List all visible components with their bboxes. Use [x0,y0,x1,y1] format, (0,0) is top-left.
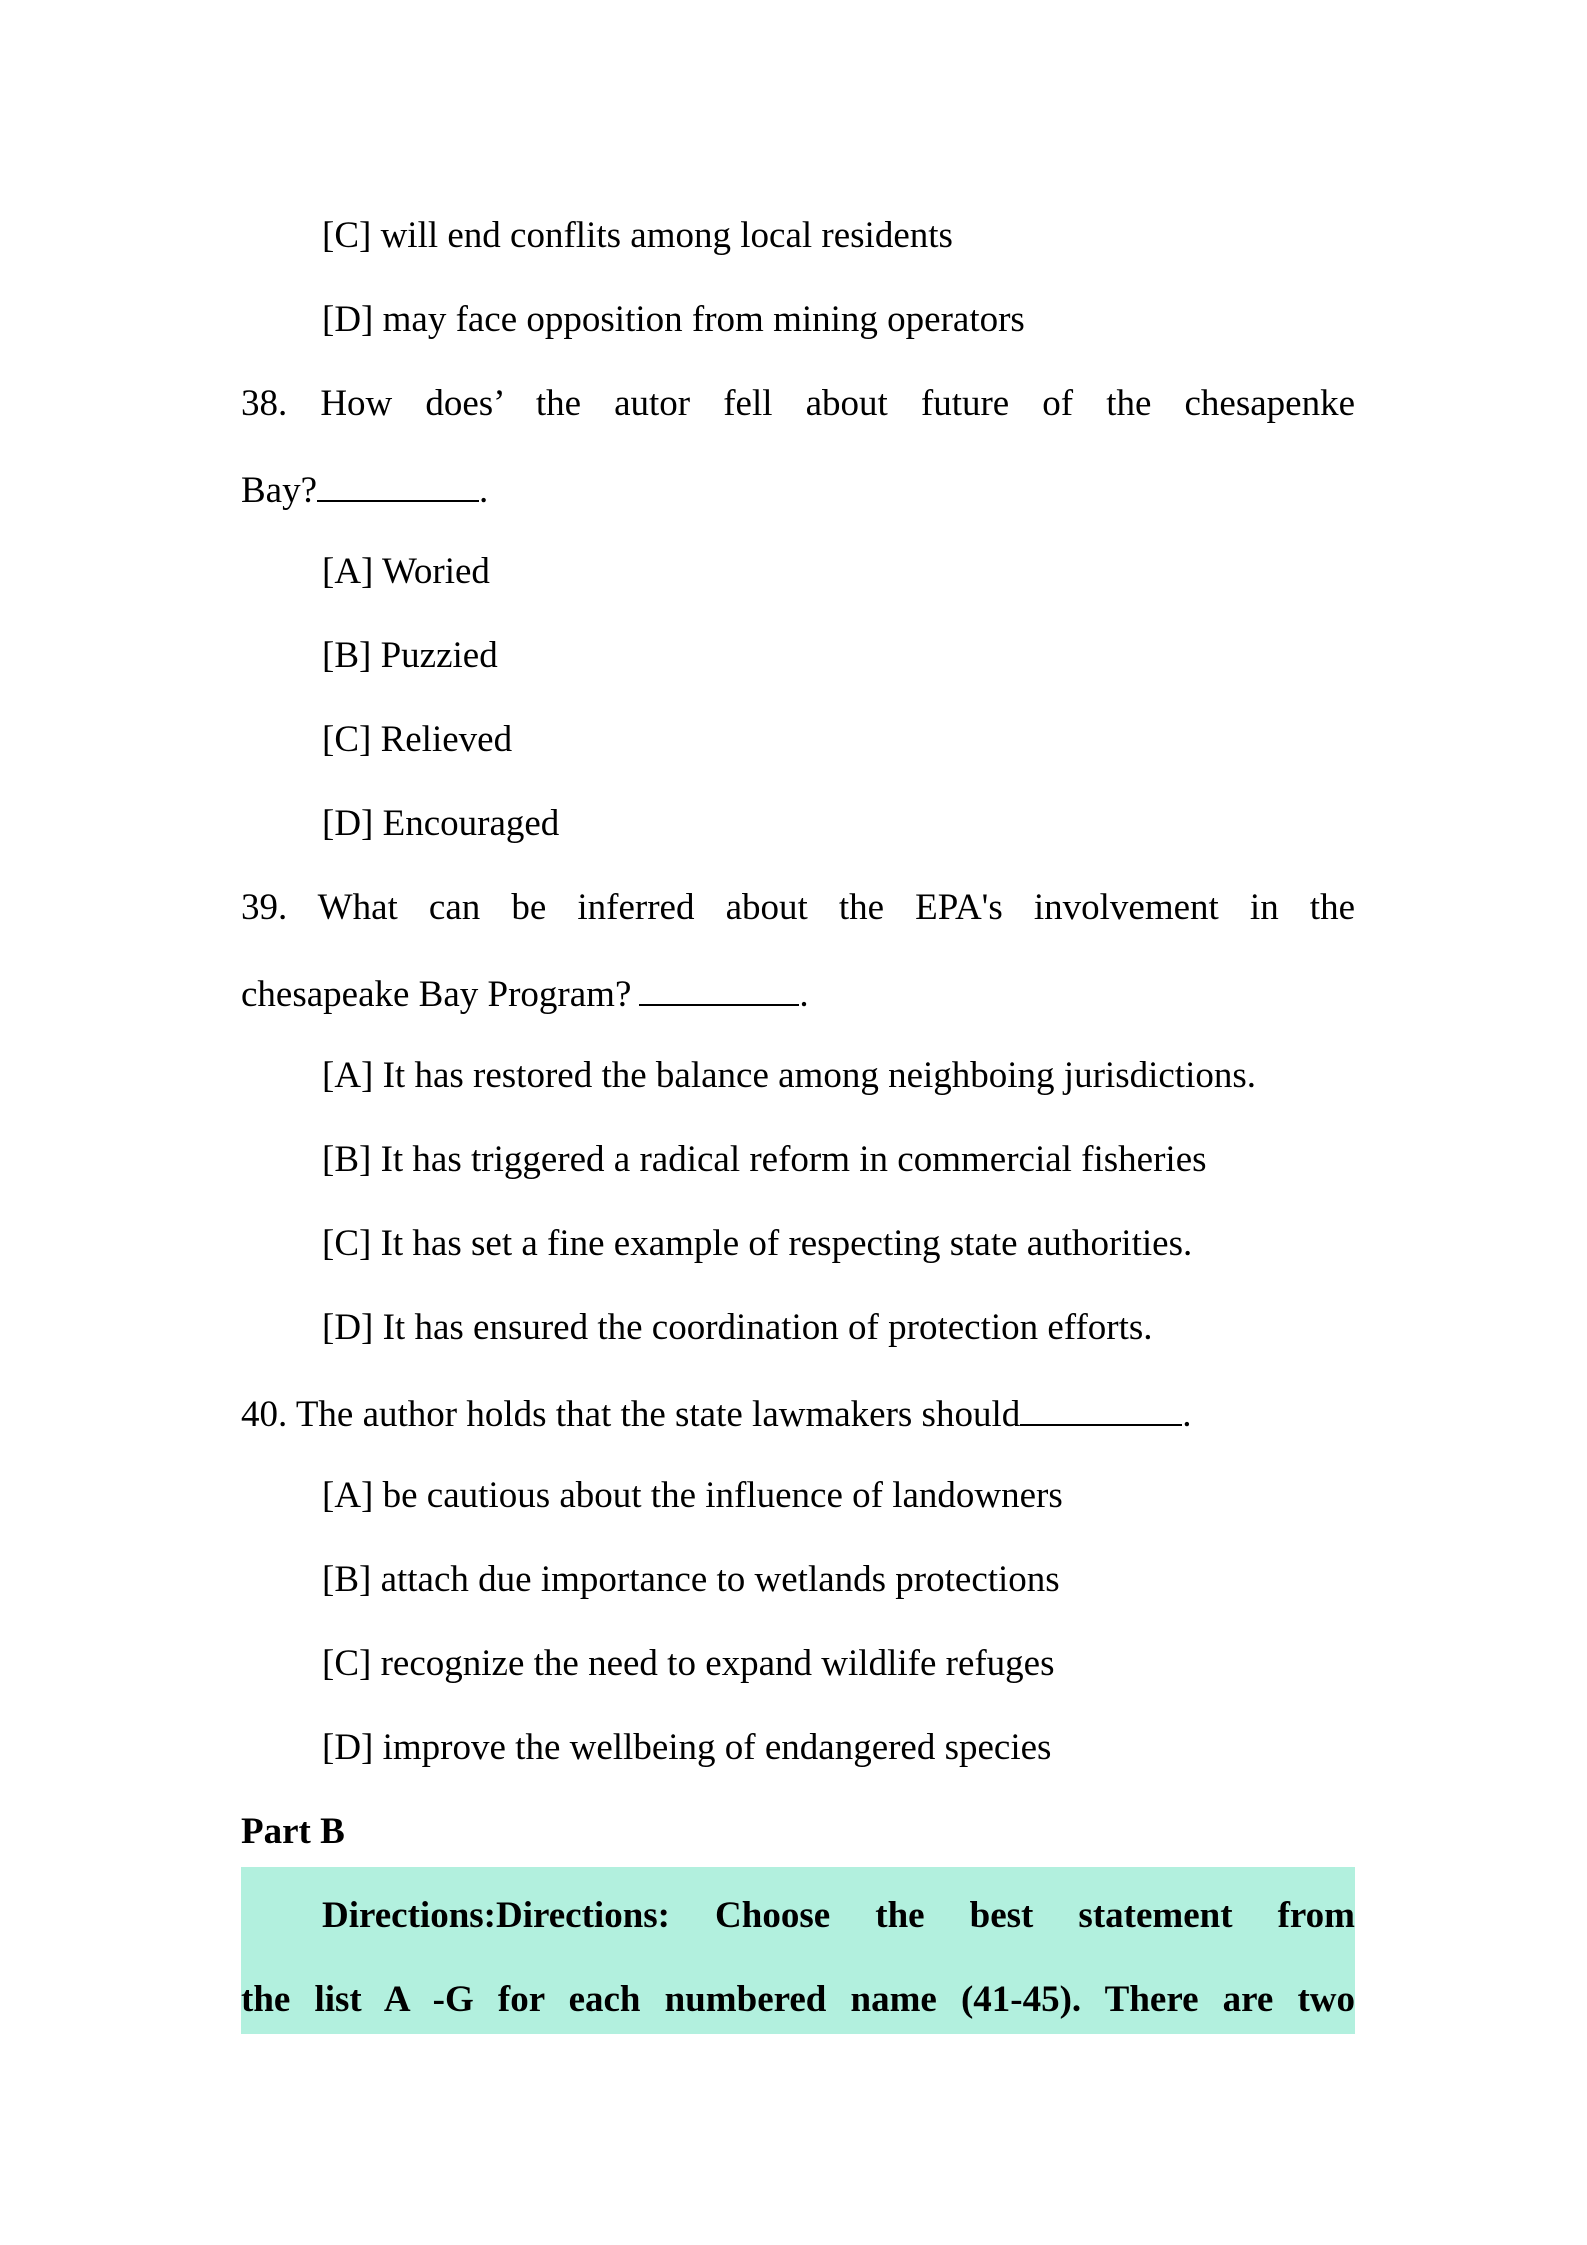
q38-option-a: [A] Woried [322,551,490,592]
q40-question-period: . [1182,1394,1192,1435]
directions-line1: Directions:Directions: Choose the best statement from [322,1895,1355,1936]
q38-question-line1: 38. How does’ the autor fell about future of the chesapenke [241,383,1355,424]
q39-option-d: [D] It has ensured the coordination of protection efforts. [322,1307,1153,1348]
q39-question-text: chesapeake Bay Program? [241,974,632,1015]
q40-question-text: 40. The author holds that the state lawmakers should [241,1394,1021,1435]
part-b-heading: Part B [241,1811,345,1852]
q40-option-b: [B] attach due importance to wetlands protections [322,1559,1060,1600]
q38-option-d: [D] Encouraged [322,803,560,844]
q37-option-d: [D] may face opposition from mining operators [322,299,1025,340]
directions-line2: the list A -G for each numbered name (41-45). There are two [241,1979,1355,2020]
q38-question-period: . [479,470,489,511]
q38-question-line2 [241,464,488,515]
q39-question-line2 [241,968,809,1019]
q40-option-c: [C] recognize the need to expand wildlife refuges [322,1643,1055,1684]
q38-option-c: [C] Relieved [322,719,513,760]
q40-question-line1 [241,1388,1192,1439]
q39-option-c: [C] It has set a fine example of respecting state authorities. [322,1223,1193,1264]
directions-highlight-box [241,1867,1355,2034]
q38-answer-blank [317,464,479,502]
q39-question-period: . [799,974,809,1015]
q39-question-line1: 39. What can be inferred about the EPA's involvement in the [241,887,1355,928]
q37-option-c: [C] will end conflits among local residents [322,215,953,256]
q39-option-b: [B] It has triggered a radical reform in commercial fisheries [322,1139,1207,1180]
q40-option-a: [A] be cautious about the influence of landowners [322,1475,1063,1516]
q40-answer-blank [1020,1388,1182,1426]
q40-option-d: [D] improve the wellbeing of endangered species [322,1727,1052,1768]
q39-option-a: [A] It has restored the balance among neighboing jurisdictions. [322,1055,1256,1096]
q39-answer-blank [639,968,799,1006]
q38-question-text: Bay? [241,470,318,511]
q38-option-b: [B] Puzzied [322,635,498,676]
